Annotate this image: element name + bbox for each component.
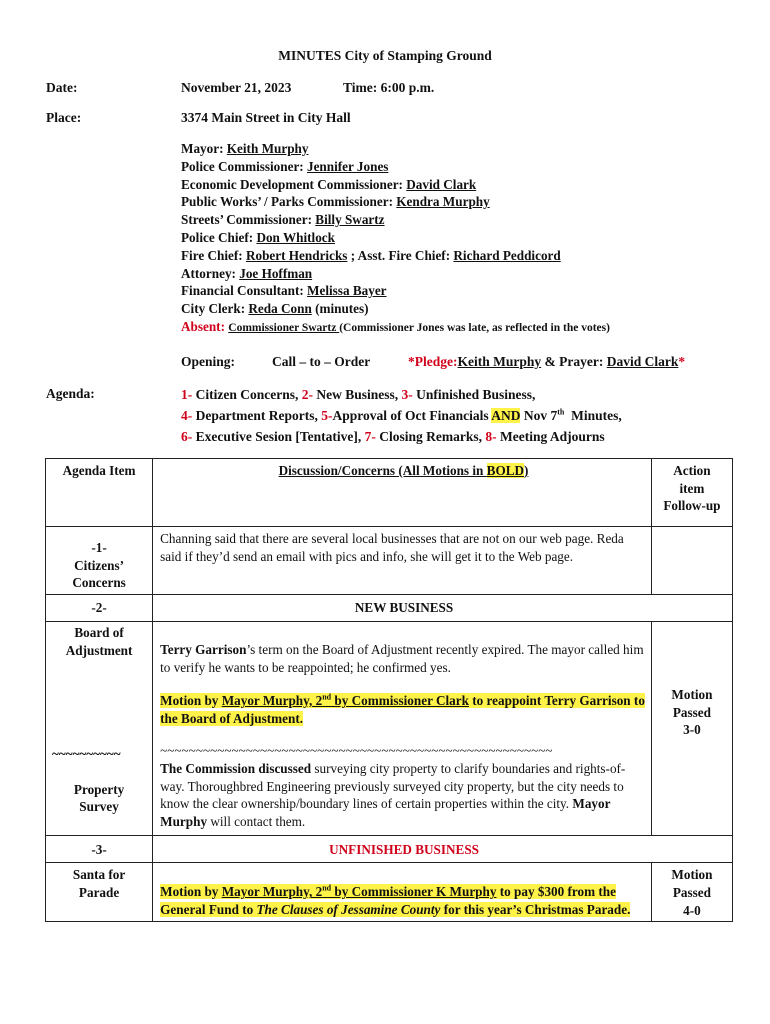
motion-text: to reappoint Terry Garrison to the Board of Adjustment. [160,693,645,726]
roster-role: Public Works’ / Parks Commissioner: [181,194,397,210]
roster-suffix: (minutes) [311,301,369,317]
roster-absent [181,318,610,338]
action-cell [651,622,732,836]
prayer-prefix: & Prayer: [541,354,607,369]
table-row-citizens [46,527,733,595]
roster-name: David Clark [406,176,477,192]
header-label: Follow-up [663,498,721,514]
agenda-line-3 [181,426,622,447]
roster-city-clerk [181,300,610,318]
agenda-text: Unfinished Business, [412,387,536,402]
absent-label: Absent: [181,318,229,334]
roster-name: Keith Murphy [226,141,309,156]
agenda-label: Agenda: [46,386,95,401]
roster-role: Economic Development Commissioner: [181,176,407,192]
place-value: 3374 Main Street in City Hall [181,110,351,125]
roster-attorney [181,265,610,283]
roster-role: Police Chief: [181,229,257,245]
action-label: Passed [672,884,711,900]
motion-text: for this year’s Christmas Parade. [440,901,631,917]
roster-police-commissioner [181,158,610,176]
agenda-item-cell [46,863,153,921]
roster-role: City Clerk: [181,301,249,317]
agenda-num: 1- [181,387,193,402]
pledge-prefix: *Pledge: [408,354,458,369]
header-discussion [153,459,652,527]
section-num-cell [46,836,153,863]
discussion-text: ’s term on the Board of Adjustment recently expired. The mayor called him to verify he wants to be reappointed; he confirmed yes. [160,642,644,675]
item-label: Santa for [72,867,126,883]
place-label: Place: [46,110,82,125]
time-value: Time: 6:00 p.m. [343,80,435,95]
table-row-board [46,622,733,836]
table-row-new-business [46,595,733,622]
roster-public-works-commissioner [181,193,610,211]
roster-name: Reda Conn [248,301,312,317]
agenda-num: 7- [364,429,376,444]
agenda-text: Closing Remarks, [375,429,486,444]
motion-highlight [160,693,645,726]
agenda-line-2 [181,405,622,426]
person-name: Terry Garrison [160,642,247,657]
section-title: UNFINISHED BUSINESS [329,841,479,857]
table-row-unfinished-business [46,836,733,863]
person-name: Mayor Murphy [160,796,611,829]
absent-name: Commissioner Swartz [228,321,340,334]
motion-sup: nd [322,692,332,702]
motion-seconder: by Commissioner Clark [331,693,469,709]
roster-name: Robert Hendricks [245,247,348,263]
roster-role: Attorney: [181,265,240,281]
section-title: NEW BUSINESS [354,600,454,616]
agenda-sup: th [557,407,565,417]
roster-name: Billy Swartz [315,212,385,228]
item-label: -1- [91,540,107,555]
item-separator: ~~~~~~~~~~ [52,746,121,762]
roster-name: Jennifer Jones [306,158,389,174]
agenda-num: 2- [301,387,313,402]
motion-highlight [160,884,630,917]
header-discussion-label [279,463,529,478]
header-label: item [679,480,705,496]
roster-name: Don Whitlock [256,229,335,245]
roster-financial-consultant [181,282,610,300]
agenda-num: 5- [321,408,333,423]
minutes-table [45,458,733,922]
agenda-text: Nov 7 [520,408,558,423]
roster-role: Financial Consultant: [181,283,308,299]
agenda-text: Approval of Oct Financials [332,408,492,423]
vote-count: 4-0 [683,902,701,918]
action-cell [651,863,732,921]
motion-seconder: by Commissioner K Murphy [331,884,497,900]
motion-mover-text: Mayor Murphy, 2 [221,884,323,900]
roster-name: Joe Hoffman [239,265,313,281]
agenda-text: Meeting Adjourns [496,429,605,444]
discussion-separator: ~~~~~~~~~~~~~~~~~~~~~~~~~~~~~~~~~~~~~~~~~~~~~~~~~~~~~~~ [160,743,553,759]
roster-streets-commissioner [181,211,610,229]
header-action [651,459,732,527]
agenda-text: Citizen Concerns, [192,387,302,402]
prayer-name: David Clark [606,354,679,369]
table-row-santa [46,863,733,921]
motion-mover [222,884,497,899]
survey-discussion [160,760,647,830]
agenda-text: Minutes, [564,408,622,423]
spacer [46,659,152,745]
board-motion [160,692,647,727]
motion-text: to pay $300 from the General Fund to [160,884,616,917]
agenda-text: New Business, [312,387,402,402]
header-label: Agenda Item [62,463,136,478]
pledge-name: Keith Murphy [457,354,542,369]
section-num-cell [46,595,153,622]
item-label: Board of [74,625,124,640]
header-text: ) [524,463,529,478]
roster-name: Kendra Murphy [396,194,490,210]
roster-name: Melissa Bayer [307,283,387,299]
header-bold-highlight: BOLD [486,463,525,478]
header-text: Discussion/Concerns (All Motions in [278,463,487,478]
agenda-text: Department Reports, [192,408,322,423]
discussion-cell [153,863,652,921]
item-label: Citizens’ [74,557,124,573]
discussion-text: surveying city property to clarify boundaries and rights-of-way. Thoroughbred Engineering previously surveyed city property, but the city needs to know the clear ownership/boundary lines of certain properties within the city. [160,760,626,812]
section-title-cell [153,595,733,622]
date-value: November 21, 2023 [181,80,292,95]
table-header-row [46,459,733,527]
opening-line [181,354,685,370]
action-label: Motion [671,867,713,883]
motion-sup: nd [322,883,332,893]
motion-text: Motion by [160,884,222,900]
discussion-cell [153,622,652,836]
roster-police-chief [181,229,610,247]
absent-note: (Commissioner Jones was late, as reflected in the votes) [339,321,610,334]
roster-role: Streets’ Commissioner: [181,212,316,228]
discussion-lead: The Commission discussed [160,760,312,776]
motion-text: Motion by [160,693,222,709]
discussion-cell [153,527,652,595]
item-label: Property [73,781,125,797]
agenda-text: Executive Sesion [Tentative], [192,429,365,444]
section-num: -3- [91,841,107,857]
header-label: Action [673,463,711,478]
item-label: Survey [79,799,119,815]
discussion-text: Channing said that there are several local businesses that are not on our web page. Reda said if they’d send an email with pics and info, she will get it to the Web page. [160,531,624,564]
roster-role: Mayor: [181,141,227,156]
agenda-list [181,384,622,447]
agenda-num: 4- [181,408,193,423]
motion-mover-text: Mayor Murphy, 2 [221,693,323,709]
agenda-item-cell [46,527,153,595]
agenda-and-highlight: AND [491,408,521,423]
santa-motion [160,883,647,918]
section-num: -2- [91,600,107,616]
action-label: Passed [672,704,711,720]
date-label: Date: [46,80,78,95]
call-to-order: Call – to – Order [272,354,371,369]
spacer [160,727,647,742]
star-mark: * [678,354,686,369]
item-label: Concerns [72,575,126,591]
item-label: Adjustment [65,642,133,658]
agenda-num: 8- [485,429,497,444]
action-label: Motion [671,687,713,702]
agenda-line-1 [181,384,622,405]
motion-mover [222,693,469,708]
attendance-roster [181,140,610,338]
header-agenda-item [46,459,153,527]
roster-name: Richard Peddicord [453,247,561,263]
section-title-cell [153,836,733,863]
roster-econ-dev-commissioner [181,176,610,194]
agenda-num: 3- [401,387,413,402]
document-title: MINUTES City of Stamping Ground [278,48,492,63]
spacer [160,676,647,692]
roster-role: ; Asst. Fire Chief: [347,247,454,263]
discussion-text: will contact them. [207,813,306,829]
action-cell [651,527,732,595]
roster-role: Police Commissioner: [181,158,307,174]
item-label: Parade [78,884,120,900]
roster-role: Fire Chief: [181,247,246,263]
roster-fire-chief [181,247,610,265]
spacer [46,763,152,781]
agenda-item-cell [46,622,153,836]
agenda-num: 6- [181,429,193,444]
roster-mayor [181,140,610,158]
board-discussion [160,641,647,676]
vote-count: 3-0 [683,722,701,738]
opening-label: Opening: [181,354,236,369]
motion-recipient: The Clauses of Jessamine County [256,901,441,917]
